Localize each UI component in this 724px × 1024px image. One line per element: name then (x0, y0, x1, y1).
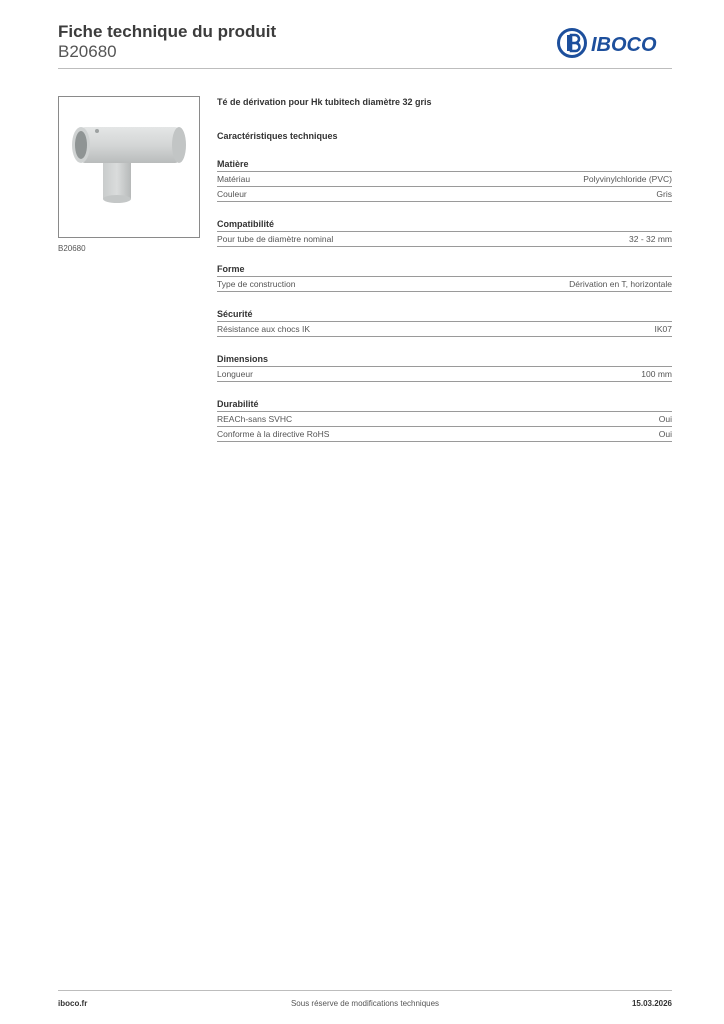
iboco-logo (557, 28, 675, 58)
product-title: Té de dérivation pour Hk tubitech diamètre 32 gris (217, 97, 432, 107)
section-dimensions (217, 353, 672, 382)
spec-value: Gris (656, 189, 672, 199)
tech-heading: Caractéristiques techniques (217, 131, 338, 141)
section-title: Forme (217, 263, 672, 277)
spec-value: IK07 (654, 324, 672, 334)
section-compatibilite (217, 218, 672, 247)
footer-note: Sous réserve de modifications techniques (290, 999, 440, 1008)
spec-value: Oui (658, 429, 672, 439)
spec-label: Conforme à la directive RoHS (217, 429, 330, 439)
section-title: Sécurité (217, 308, 672, 322)
product-image (59, 97, 199, 237)
spec-label: Résistance aux chocs IK (217, 324, 311, 334)
footer-website-link[interactable]: iboco.fr (58, 999, 88, 1008)
spec-value: Oui (658, 414, 672, 424)
spec-label: REACh-sans SVHC (217, 414, 293, 424)
footer-divider (58, 990, 672, 991)
logo-wordmark: IBOCO (591, 34, 657, 56)
document-title: Fiche technique du produit (58, 22, 277, 41)
spec-label: Couleur (217, 189, 247, 199)
section-title: Compatibilité (217, 218, 672, 232)
spec-label: Longueur (217, 369, 253, 379)
product-code: B20680 (58, 42, 117, 61)
image-caption: B20680 (58, 244, 86, 253)
spec-row (217, 427, 672, 442)
spec-row (217, 412, 672, 427)
section-title: Dimensions (217, 353, 672, 367)
footer-date: 15.03.2026 (631, 999, 672, 1008)
product-image-frame (58, 96, 200, 238)
spec-label: Pour tube de diamètre nominal (217, 234, 334, 244)
spec-value: Dérivation en T, horizontale (569, 279, 672, 289)
section-securite (217, 308, 672, 337)
spec-row (217, 367, 672, 382)
spec-row (217, 187, 672, 202)
spec-row (217, 172, 672, 187)
spec-content (217, 96, 672, 442)
spec-value: 32 - 32 mm (629, 234, 672, 244)
spec-label: Matériau (217, 174, 251, 184)
section-forme (217, 263, 672, 292)
spec-row (217, 277, 672, 292)
spec-label: Type de construction (217, 279, 296, 289)
header-divider (58, 68, 672, 69)
spec-value: 100 mm (641, 369, 672, 379)
spec-value: Polyvinylchloride (PVC) (583, 174, 672, 184)
section-title: Durabilité (217, 398, 672, 412)
spec-row (217, 322, 672, 337)
section-matiere (217, 158, 672, 202)
section-durabilite (217, 398, 672, 442)
document-header (58, 22, 276, 62)
section-title: Matière (217, 158, 672, 172)
spec-row (217, 232, 672, 247)
